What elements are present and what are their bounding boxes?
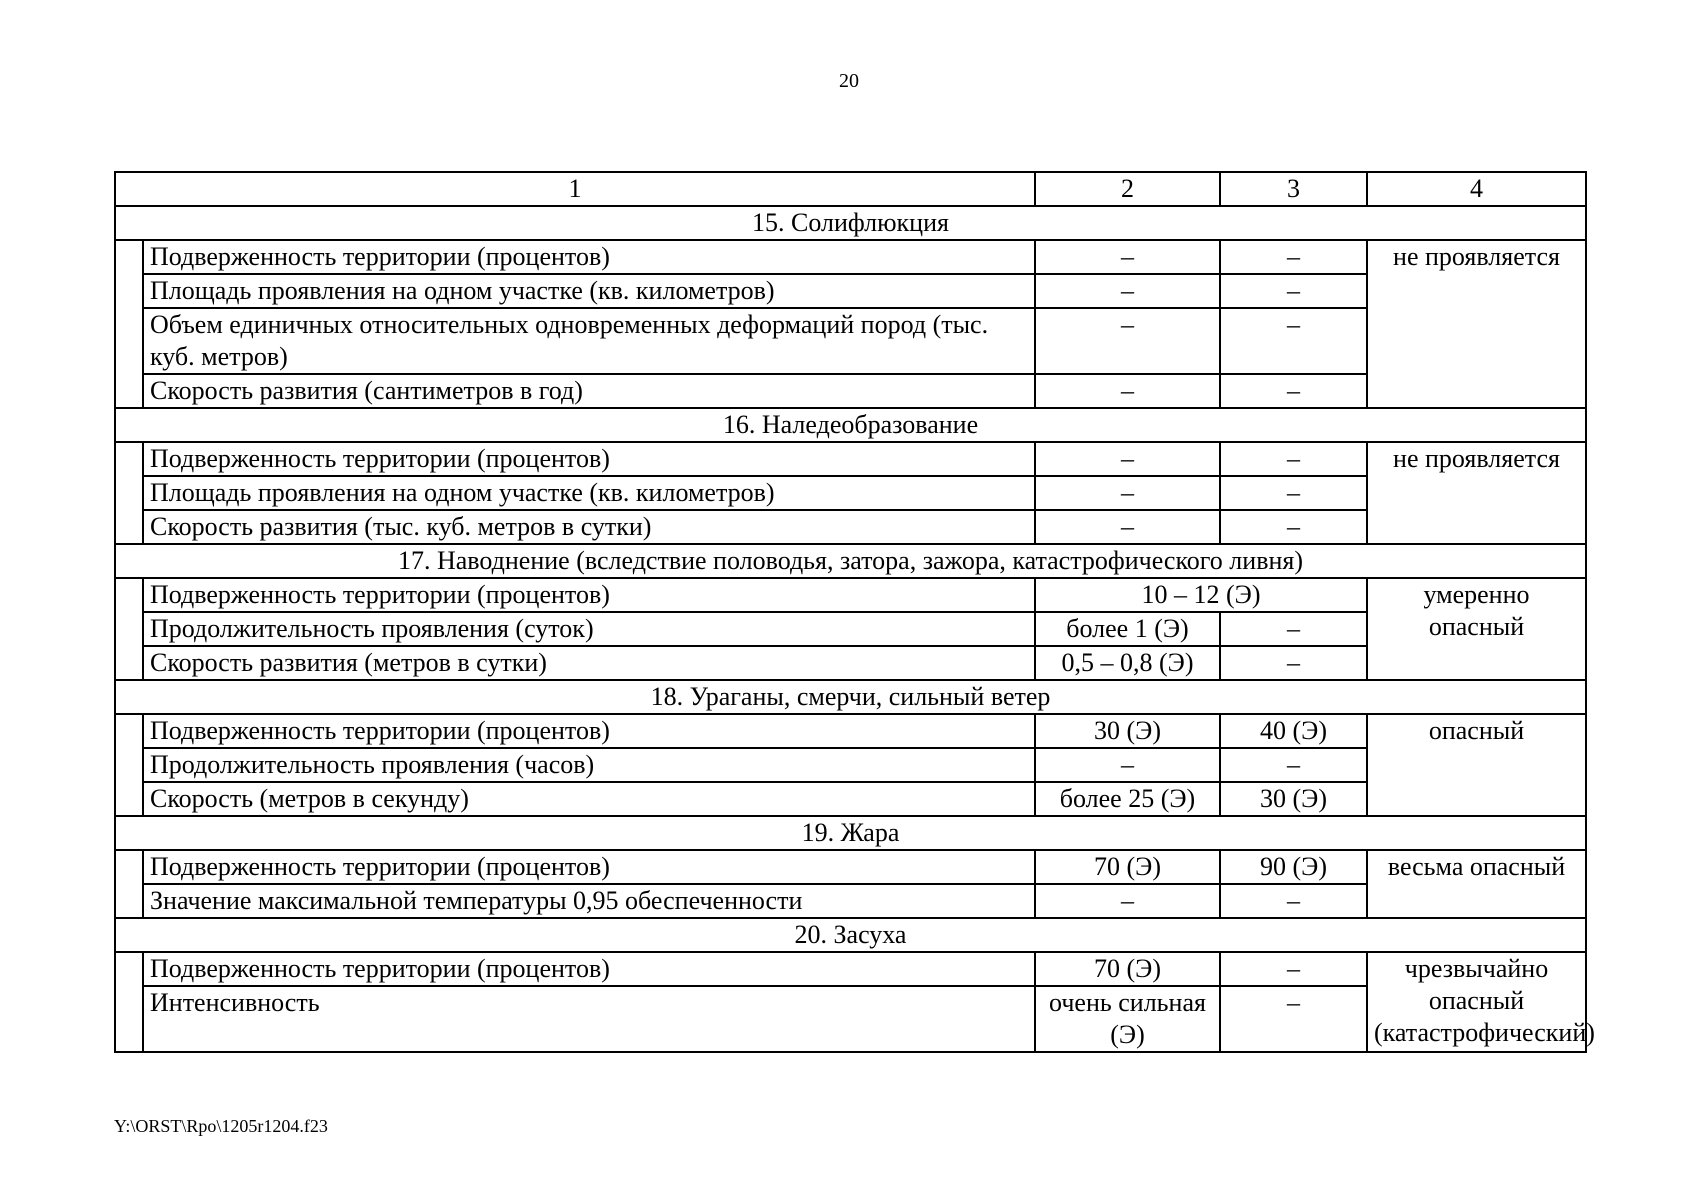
value-col-2: очень сильная (Э) (1035, 986, 1220, 1052)
section-title: 15. Солифлюкция (115, 206, 1586, 240)
table-row (115, 442, 1586, 476)
section-title-row (115, 408, 1586, 442)
hazard-table (114, 171, 1595, 1053)
table-row (115, 782, 1586, 816)
table-row (115, 578, 1586, 612)
value-col-2: более 1 (Э) (1035, 612, 1220, 646)
assessment-cell: не проявляется (1367, 442, 1586, 544)
value-col-3: – (1220, 308, 1367, 374)
table-row (115, 476, 1586, 510)
table-row (115, 986, 1586, 1052)
value-col-3: – (1220, 240, 1367, 274)
row-label: Подверженность территории (процентов) (143, 850, 1035, 884)
value-col-2: 30 (Э) (1035, 714, 1220, 748)
value-col-2: 0,5 – 0,8 (Э) (1035, 646, 1220, 680)
row-label: Подверженность территории (процентов) (143, 952, 1035, 986)
page-number: 20 (839, 70, 859, 92)
section-title: 17. Наводнение (вследствие половодья, затора, зажора, катастрофического ливня) (115, 544, 1586, 578)
value-col-2: – (1035, 308, 1220, 374)
header-col-1: 1 (115, 172, 1035, 206)
row-label: Площадь проявления на одном участке (кв. километров) (143, 274, 1035, 308)
row-label: Продолжительность проявления (часов) (143, 748, 1035, 782)
value-col-3: – (1220, 952, 1367, 986)
row-label: Продолжительность проявления (суток) (143, 612, 1035, 646)
footer-file-path: Y:\ORST\Rpo\1205r1204.f23 (114, 1116, 328, 1136)
value-col-2: – (1035, 274, 1220, 308)
value-col-2: 70 (Э) (1035, 850, 1220, 884)
row-label: Подверженность территории (процентов) (143, 442, 1035, 476)
assessment-cell: чрезвычайно опасный (катастрофический) (1367, 952, 1586, 1052)
section-title-row (115, 918, 1586, 952)
indent-cell (115, 240, 143, 408)
assessment-cell: умеренно опасный (1367, 578, 1586, 680)
value-col-2: 70 (Э) (1035, 952, 1220, 986)
value-col-3: – (1220, 274, 1367, 308)
indent-cell (115, 442, 143, 544)
row-label: Скорость развития (сантиметров в год) (143, 374, 1035, 408)
table-row (115, 308, 1586, 374)
section-title: 20. Засуха (115, 918, 1586, 952)
table-row (115, 612, 1586, 646)
header-col-3: 3 (1220, 172, 1367, 206)
value-col-2: – (1035, 374, 1220, 408)
row-label: Скорость развития (метров в сутки) (143, 646, 1035, 680)
value-col-2: более 25 (Э) (1035, 782, 1220, 816)
indent-cell (115, 714, 143, 816)
row-label: Значение максимальной температуры 0,95 обеспеченности (143, 884, 1035, 918)
table-header-row (115, 172, 1586, 206)
table-row (115, 646, 1586, 680)
table-row (115, 850, 1586, 884)
section-title: 19. Жара (115, 816, 1586, 850)
value-col-2: – (1035, 476, 1220, 510)
row-label: Подверженность территории (процентов) (143, 578, 1035, 612)
row-label: Скорость развития (тыс. куб. метров в сутки) (143, 510, 1035, 544)
section-title: 16. Наледеобразование (115, 408, 1586, 442)
row-label: Подверженность территории (процентов) (143, 714, 1035, 748)
value-col-3: 90 (Э) (1220, 850, 1367, 884)
table-row (115, 748, 1586, 782)
assessment-cell: опасный (1367, 714, 1586, 816)
indent-cell (115, 952, 143, 1052)
section-title-row (115, 206, 1586, 240)
table-row (115, 884, 1586, 918)
table-row (115, 714, 1586, 748)
value-col-2: – (1035, 748, 1220, 782)
row-label: Интенсивность (143, 986, 1035, 1052)
assessment-cell: не проявляется (1367, 240, 1586, 408)
value-col-2: – (1035, 510, 1220, 544)
value-col-2-3: 10 – 12 (Э) (1035, 578, 1367, 612)
indent-cell (115, 850, 143, 918)
row-label: Объем единичных относительных одновременных деформаций пород (тыс. куб. метров) (143, 308, 1035, 374)
assessment-cell: весьма опасный (1367, 850, 1586, 918)
value-col-2: – (1035, 240, 1220, 274)
table-row (115, 374, 1586, 408)
value-col-3: – (1220, 986, 1367, 1052)
table-row (115, 510, 1586, 544)
value-col-3: – (1220, 612, 1367, 646)
value-col-3: – (1220, 748, 1367, 782)
value-col-3: – (1220, 510, 1367, 544)
table-row (115, 952, 1586, 986)
table-row (115, 274, 1586, 308)
header-col-4: 4 (1367, 172, 1586, 206)
value-col-3: – (1220, 884, 1367, 918)
value-col-2: – (1035, 884, 1220, 918)
section-title-row (115, 680, 1586, 714)
value-col-3: 30 (Э) (1220, 782, 1367, 816)
row-label: Площадь проявления на одном участке (кв. километров) (143, 476, 1035, 510)
indent-cell (115, 578, 143, 680)
value-col-3: – (1220, 374, 1367, 408)
value-col-3: – (1220, 442, 1367, 476)
section-title-row (115, 816, 1586, 850)
row-label: Скорость (метров в секунду) (143, 782, 1035, 816)
header-col-2: 2 (1035, 172, 1220, 206)
table-row (115, 240, 1586, 274)
row-label: Подверженность территории (процентов) (143, 240, 1035, 274)
value-col-3: 40 (Э) (1220, 714, 1367, 748)
section-title: 18. Ураганы, смерчи, сильный ветер (115, 680, 1586, 714)
value-col-2: – (1035, 442, 1220, 476)
value-col-3: – (1220, 476, 1367, 510)
value-col-3: – (1220, 646, 1367, 680)
section-title-row (115, 544, 1586, 578)
